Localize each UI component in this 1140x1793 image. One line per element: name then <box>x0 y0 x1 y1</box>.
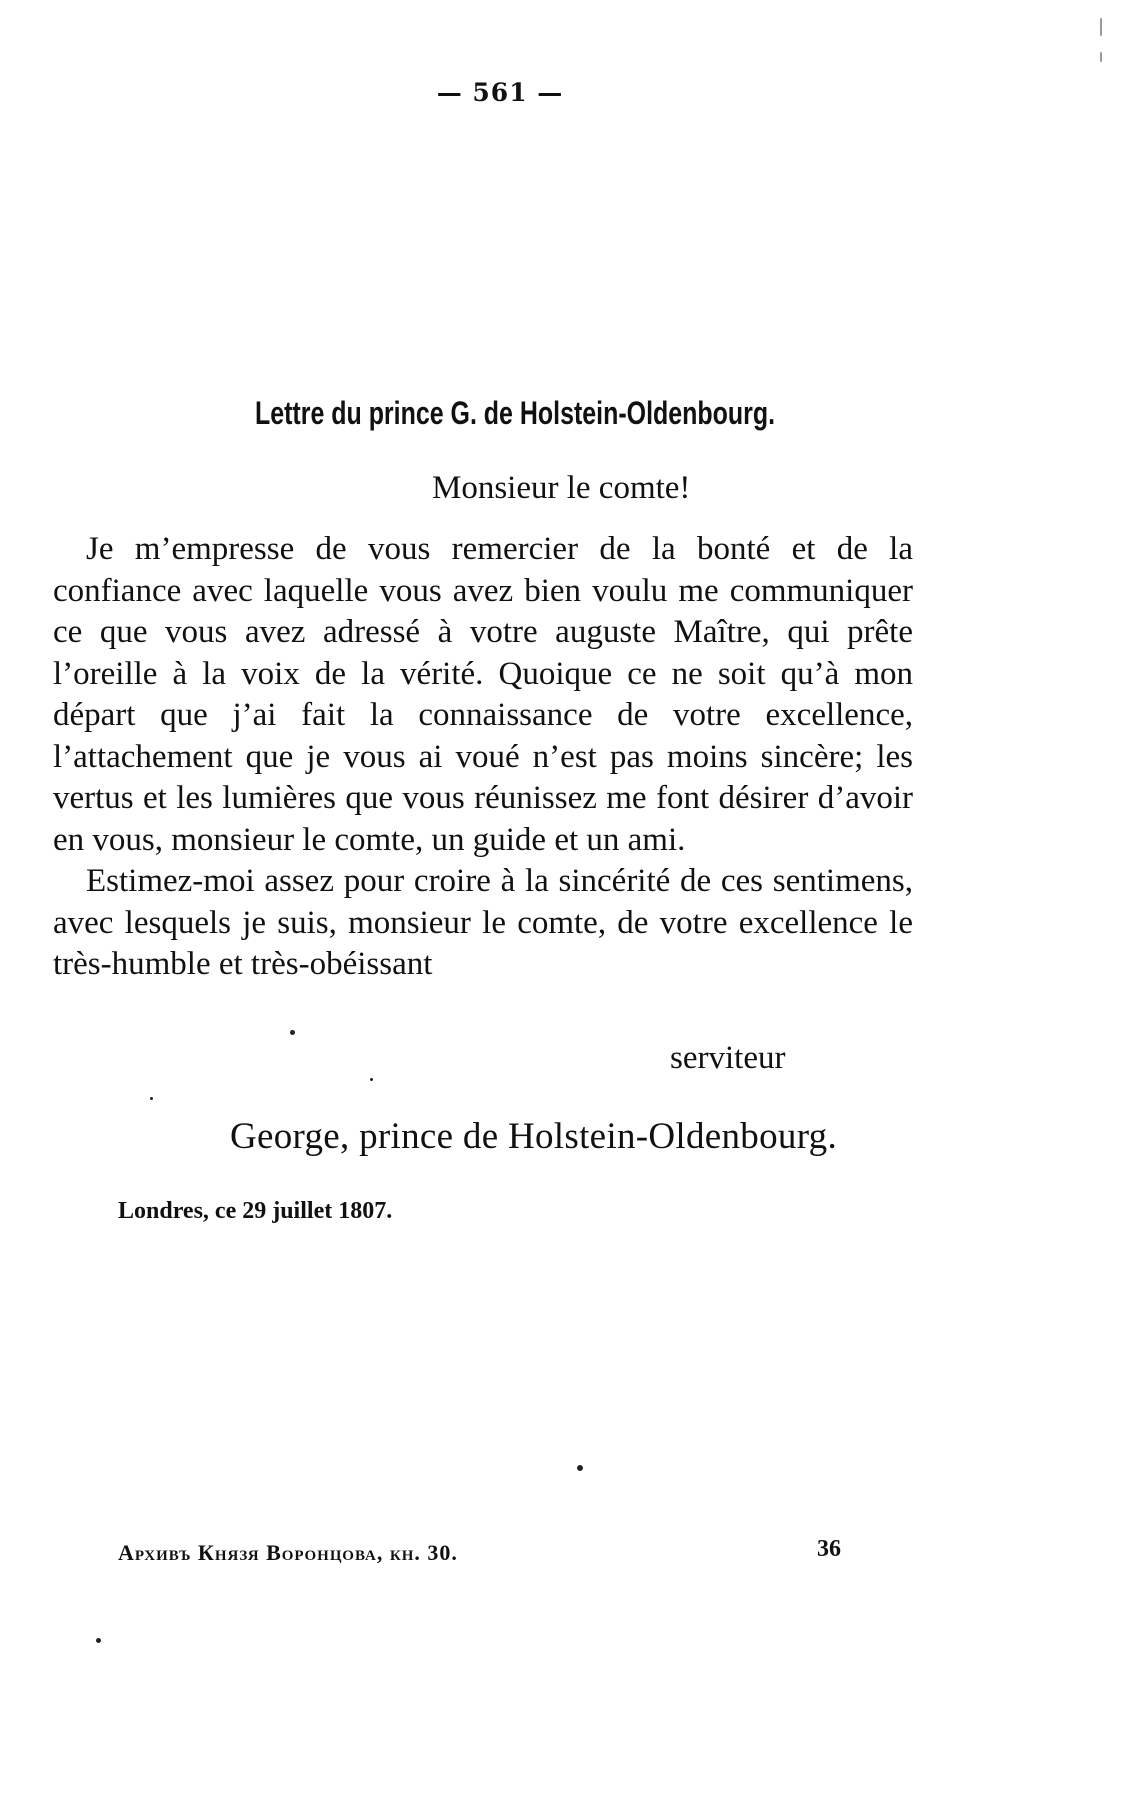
dateline: Londres, ce 29 juillet 1807. <box>118 1198 393 1224</box>
scan-speck <box>1100 52 1102 62</box>
letter-title: Lettre du prince G. de Holstein-Oldenbourg. <box>254 395 776 431</box>
paragraph-1: Je m’empresse de vous remercier de la bonté et de la confiance avec laquelle vous avez bien voulu me communiquer ce que vous avez adressé à votre auguste Maître, qui prête l’oreille à la voix de la vérité. Quoique ce ne soit qu’à mon départ que j’ai fait la connaissance de votre excellence, l’attachement que je vous ai voué n’est pas moins sincère; les vertus et les lumières que vous réunissez me font désirer d’avoir en vous, monsieur le comte, un guide et un ami. <box>53 531 913 858</box>
scan-speck <box>150 1097 153 1100</box>
salutation: Monsieur le comte! <box>432 470 691 506</box>
scan-speck <box>370 1078 373 1081</box>
scan-speck <box>96 1638 101 1643</box>
signature: George, prince de Holstein-Oldenbourg. <box>230 1116 838 1157</box>
footer-archive-text: Архивъ Князя Воронцова, кн. 30. <box>118 1540 458 1565</box>
footer-archive-reference <box>118 1540 458 1566</box>
scan-speck <box>290 1030 295 1035</box>
scan-speck <box>1100 18 1102 36</box>
closing-word: serviteur <box>670 1040 786 1076</box>
scan-speck <box>577 1465 583 1471</box>
title-container <box>90 395 940 445</box>
footer-signature-mark: 36 <box>817 1536 841 1562</box>
paragraph-2: Estimez-moi assez pour croire à la sincérité de ces sentimens, avec lesquels je suis, monsieur le comte, de votre excellence le très-humble et très-obéissant <box>53 863 913 982</box>
letter-body <box>53 529 913 986</box>
page-number: — 561 — <box>436 78 564 107</box>
